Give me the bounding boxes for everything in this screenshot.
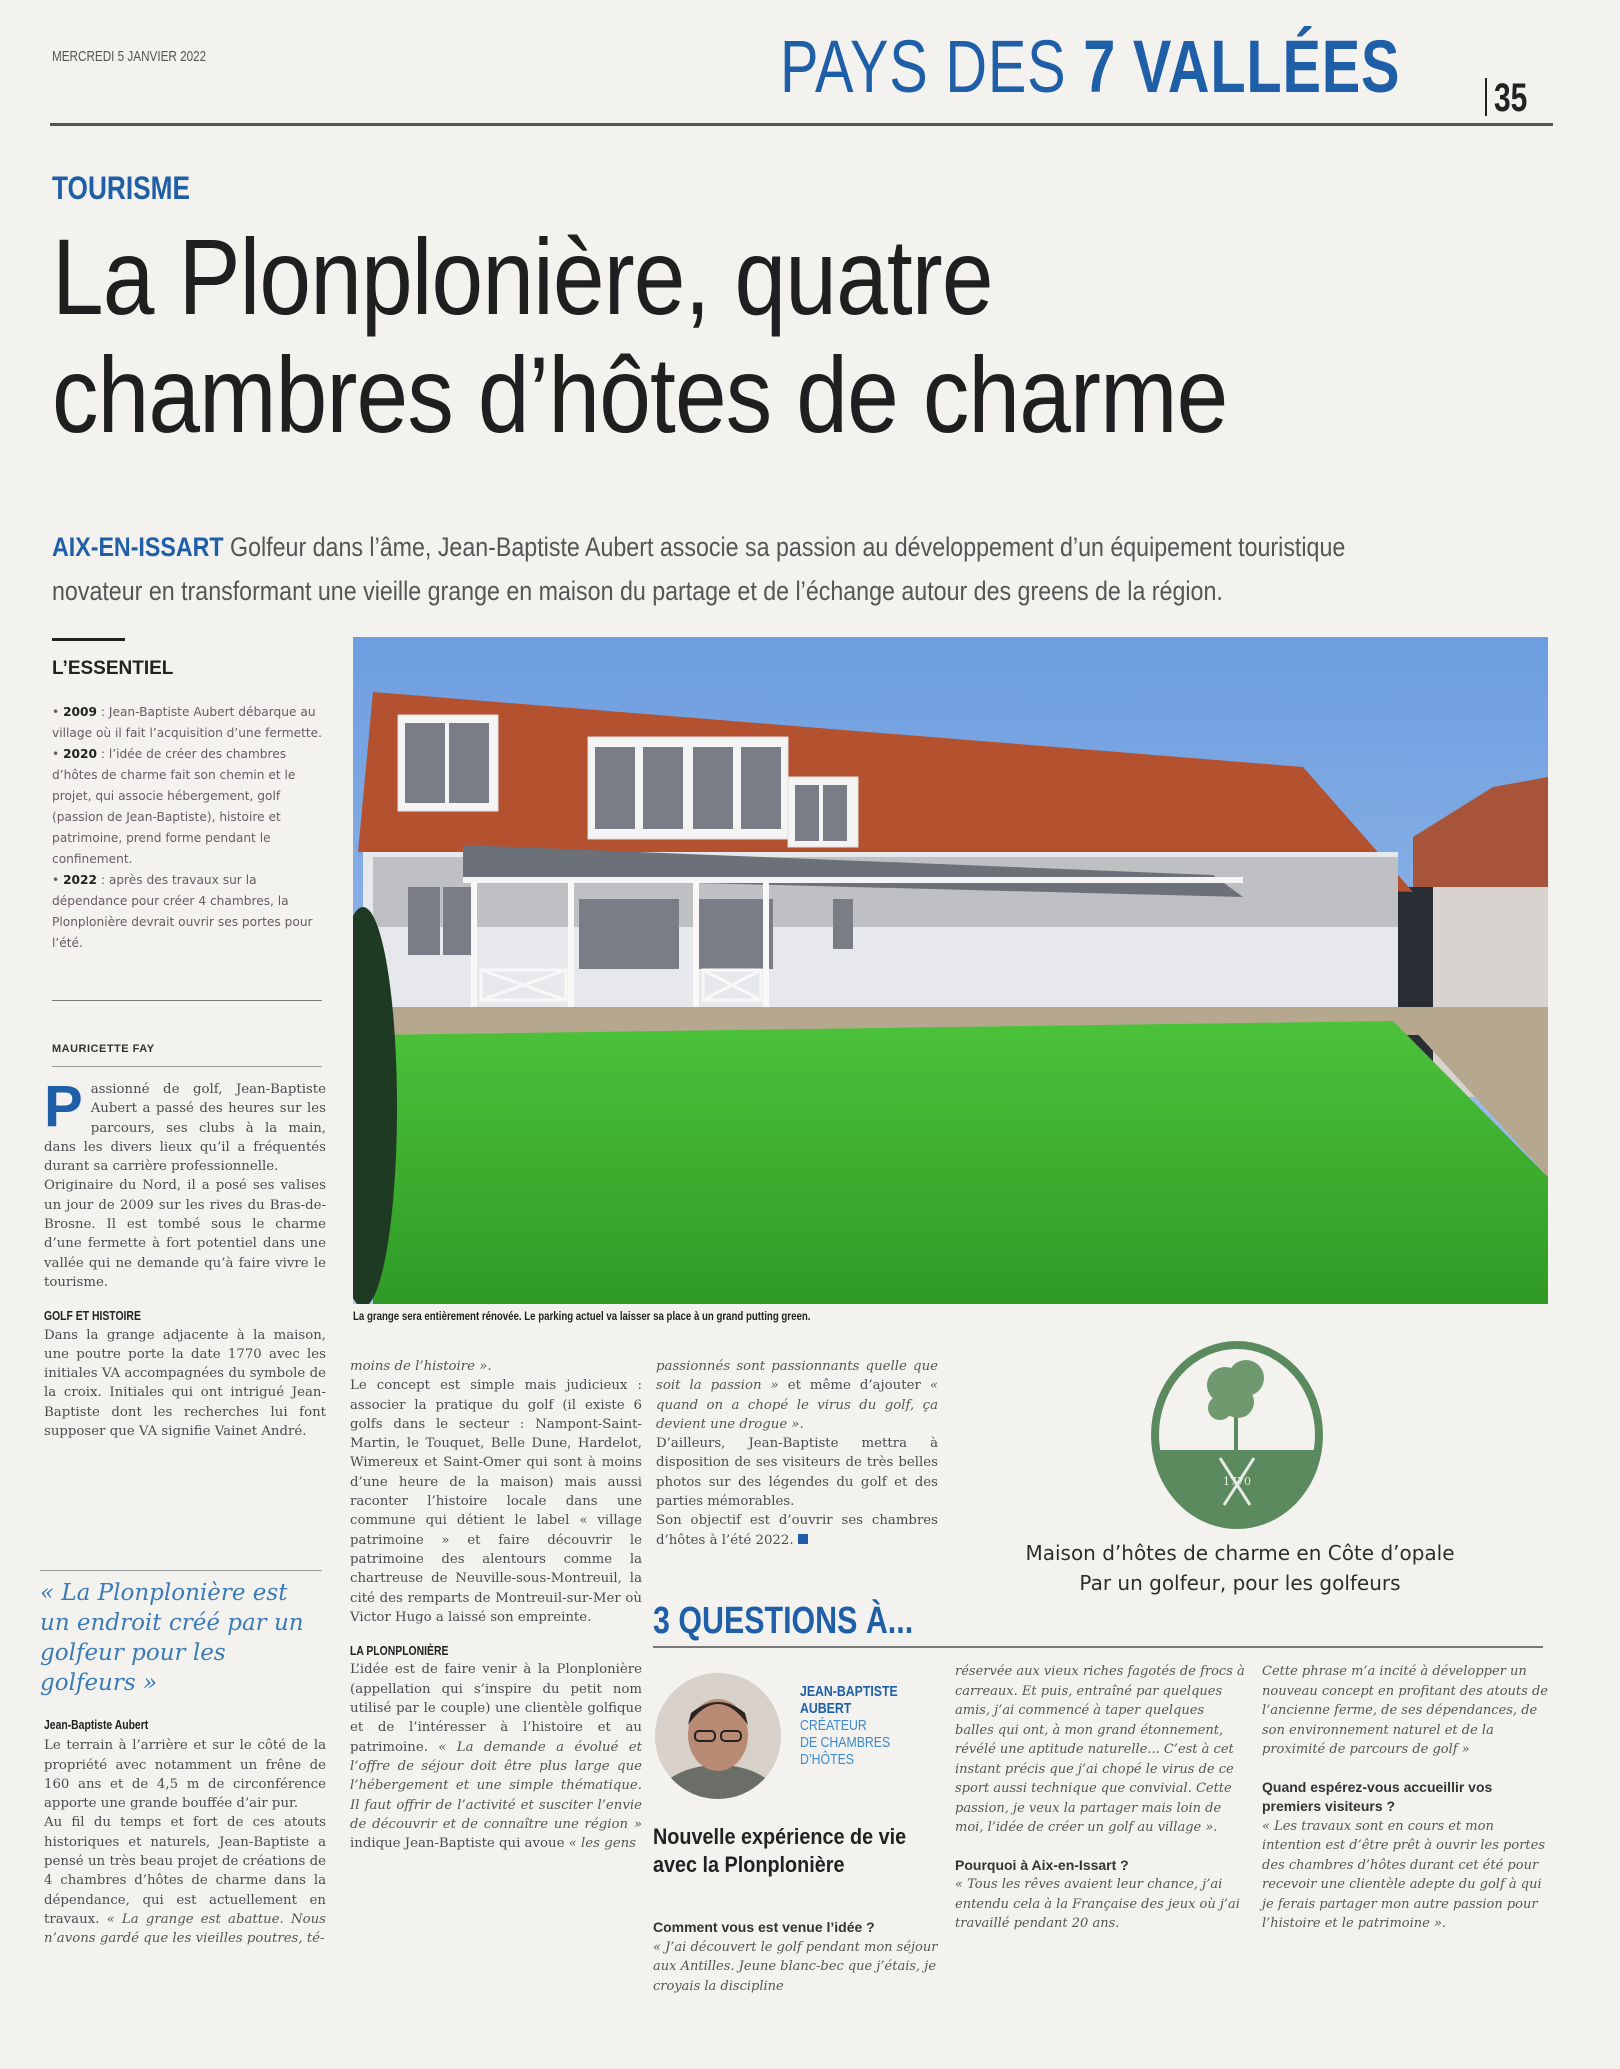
interview-subtitle: Nouvelle expérience de vie avec la Plonplonière [653,1824,907,1877]
issue-date: MERCREDI 5 JANVIER 2022 [52,48,207,65]
body-column-1-continued [44,1715,326,1949]
body-quote: « La demande a évolué et l’offre de séjour doit être plus large que l’hébergement et une simple thématique. Il faut offrir de l’activité et susciter l’envie de découvrir et de connaître une région » [350,1739,642,1832]
body-text: Son objectif est d’ouvrir ses chambres d’hôtes à l’été 2022. [656,1513,938,1548]
article-lead [52,525,1394,613]
body-paragraph: Dans la grange adjacente à la maison, une poutre porte la date 1770 avec les initiales VA accompagnées du symbole de la croix. Initiales qui ont intrigué Jean-Baptiste dont les recherches lui font supposer que VA signifie Vainet André. [44,1327,326,1440]
article-headline [52,218,1376,454]
interviewee-name [800,1683,898,1717]
logo-year: 1770 [1223,1475,1251,1488]
end-mark-icon [798,1534,808,1544]
interview-rule [653,1646,1543,1648]
body-quote: moins de l’histoire ». [350,1359,492,1374]
section-title [780,25,1401,108]
name-line: JEAN-BAPTISTE [800,1683,898,1700]
body-paragraph [656,1357,938,1434]
house-illustration [353,637,1548,1304]
body-paragraph [350,1357,642,1376]
body-paragraph [350,1660,642,1853]
interview-title: 3 QUESTIONS À... [653,1600,914,1642]
body-paragraph [44,1813,326,1948]
interview-column-3 [1262,1662,1552,1934]
body-column-3 [656,1357,938,1550]
subheading-golf-histoire: GOLF ET HISTOIRE [44,1308,141,1324]
answer: « Les travaux sont en cours et mon intention est d’être prêt à ouvrir les portes des chambres d’hôtes durant cet été pour recevoir une clientèle adepte du golf à qui je ferais partager mon autre passion pour l’histoire et le patrimoine ». [1262,1818,1546,1931]
header-separator [1485,78,1487,116]
body-text: indique Jean-Baptiste qui avoue [350,1836,569,1852]
essentiel-text: : Jean-Baptiste Aubert débarque au village où il fait l’acquisition d’une fermette. [52,705,322,740]
essentiel-year: 2020 [63,747,97,761]
answer: « J’ai découvert le golf pendant mon séjour aux Antilles. Jeune blanc-bec que j’étais, je croyais la discipline [653,1939,938,1994]
interviewee-role [800,1717,890,1768]
logo-tagline-1: Maison d’hôtes de charme en Côte d’opale [1025,1541,1455,1565]
body-column-2 [350,1357,642,1853]
photo-caption: La grange sera entièrement rénovée. Le parking actuel va laisser sa place à un grand putting green. [353,1311,811,1323]
essentiel-list [52,702,322,954]
role-line: D’HÔTES [800,1751,854,1768]
body-paragraph: D’ailleurs, Jean-Baptiste mettra à disposition de ses visiteurs de très belles photos sur des légendes du golf et des parties mémorables. [656,1436,938,1510]
headline-line-2: chambres d’hôtes de charme [52,334,1228,455]
page-number: 35 [1494,76,1528,120]
body-quote: passionnés sont passionnants quelle que soit la passion » [656,1359,938,1394]
essentiel-item: • 2009 : Jean-Baptiste Aubert débarque au village où il fait l’acquisition d’une fermette. [52,705,322,740]
question: Quand espérez-vous accueillir vos premiers visiteurs ? [1262,1778,1493,1814]
answer: réservée aux vieux riches fagotés de frocs à carreaux. Et puis, entraîné par quelques amis, j’ai commencé à taper quelques balles qui ont, à mon grand étonnement, révélé une aptitude naturelle... C’est à cet instant précis que j’ai chopé le virus de ce sport aussi technique que convivial. Cette passion, je veux la partager mais loin de moi, l’idée de créer un golf au village ». [955,1664,1245,1835]
headline-line-1: La Plonplonière, quatre [52,216,993,337]
name-line: AUBERT [800,1700,852,1717]
logo-tagline-2: Par un golfeur, pour les golfeurs [1079,1571,1401,1595]
subheading-plonploniere: LA PLONPLONIÈRE [350,1643,449,1659]
plonploniere-logo [1150,1340,1325,1530]
question: Pourquoi à Aix-en-Issart ? [955,1856,1129,1873]
body-quote: « quand on a chopé le virus du golf, ça devient une drogue ». [656,1378,938,1432]
essentiel-year: 2022 [63,873,97,887]
header-rule [50,123,1553,126]
section-title-light: PAYS DES [780,25,1084,108]
essentiel-year: 2009 [63,705,97,719]
body-paragraph [656,1511,938,1550]
body-column-1 [44,1074,326,1441]
drop-cap: P [44,1074,83,1139]
portrait-icon [655,1673,781,1799]
quote-rule [40,1570,322,1571]
quote-attribution: Jean-Baptiste Aubert [44,1717,149,1732]
interviewee-avatar [655,1673,781,1799]
body-paragraph: Le concept est simple mais judicieux : associer la pratique du golf (il existe 6 golfs dans le secteur : Nampont-Saint-Martin, le Touquet, Belle Dune, Hardelot, Wimereux et Saint-Omer qui sont à moins d’une heure de la maison) mais aussi raconter l’histoire locale dans une commune qui détient le label « village patrimoine » et faire découvrir le patrimoine des alentours comme la chartreuse de Neuville-sous-Montreuil, la cité des remparts de Montreuil-sur-Mer où Victor Hugo a laissé son empreinte. [350,1378,642,1625]
answer: « Tous les rêves avaient leur chance, j’ai entendu cela à la Française des jeux où j’ai travaillé pendant 20 ans. [955,1877,1240,1931]
essentiel-item: • 2022 : après des travaux sur la dépendance pour créer 4 chambres, la Plonplonière devrait ouvrir ses portes pour l’été. [52,873,313,950]
section-title-bold: 7 VALLÉES [1083,25,1401,108]
role-line: DE CHAMBRES [800,1734,891,1751]
body-quote: « les gens [568,1836,636,1852]
logo-tagline [955,1538,1525,1598]
pull-quote: « La Plonplonière est un endroit créé par un golfeur pour les golfeurs » [40,1580,304,1696]
house-photo [353,637,1548,1304]
essentiel-text: : après des travaux sur la dépendance pour créer 4 chambres, la Plonplonière devrait ouvrir ses portes pour l’été. [52,873,313,950]
role-line: CRÉATEUR [800,1717,867,1734]
author-byline: MAURICETTE FAY [52,1043,155,1055]
body-text: L’idée est de faire venir à la Plonplonière (appellation qui s’inspire du petit nom utilisé par le couple) une clientèle golfique et de l’intéresser à l’histoire et au patrimoine. [350,1662,642,1755]
body-text: et même d’ajouter [778,1378,930,1394]
answer: Cette phrase m’a incité à développer un nouveau concept en profitant des atouts de l’ancienne ferme, de ses dépendances, de son environnement naturel et de la proximité de parcours de golf » [1262,1664,1548,1757]
essentiel-rule [52,638,125,641]
essentiel-title: L’ESSENTIEL [52,658,174,679]
question: Comment vous est venue l’idée ? [653,1919,875,1935]
essentiel-bottom-rule [52,1000,322,1001]
body-paragraph: assionné de golf, Jean-Baptiste Aubert a passé des heures sur les parcours, ses clubs à la main, dans les divers lieux qu’il a fréquentés durant sa carrière professionnelle. [44,1082,326,1175]
body-paragraph: Le terrain à l’arrière et sur le côté de la propriété avec notamment un frêne de 160 ans et de 4,5 m de circonférence apporte une grande bouffée d’air pur. [44,1738,326,1812]
article-kicker: TOURISME [52,170,191,206]
interview-qa-1 [653,1918,943,1996]
body-quote: « La grange est abattue. Nous n’avons gardé que les vieilles poutres, té- [44,1911,326,1947]
essentiel-text: : l’idée de créer des chambres d’hôtes de charme fait son chemin et le projet, qui associe hébergement, golf (passion de Jean-Baptiste), histoire et patrimoine, prend forme pendant le confinement. [52,747,296,866]
dateline-place: AIX-EN-ISSART [52,532,224,562]
body-paragraph: Originaire du Nord, il a posé ses valises un jour de 2009 sur les rives du Bras-de-Brosne. Il est tombé sous le charme d’une fermette à fort potentiel dans une vallée qui ne demande qu’à faire vivre le tourisme. [44,1178,326,1290]
body-text: Au fil du temps et fort de ces atouts historiques et naturels, Jean-Baptiste a pensé un très beau projet de créations de 4 chambres d’hôtes de charme dans la dépendance, qui est actuellement en travaux. [44,1815,326,1927]
tree-golf-logo-icon [1150,1340,1325,1530]
lead-text: Golfeur dans l’âme, Jean-Baptiste Aubert associe sa passion au développement d’un équipement touristique novateur en transformant une vieille grange en maison du partage et de l’échange autour des greens de la région. [52,532,1346,606]
essentiel-item: • 2020 : l’idée de créer des chambres d’hôtes de charme fait son chemin et le projet, qui associe hébergement, golf (passion de Jean-Baptiste), histoire et patrimoine, prend forme pendant le confinement. [52,747,296,866]
interview-column-2 [955,1662,1245,1934]
byline-rule [52,1066,322,1067]
